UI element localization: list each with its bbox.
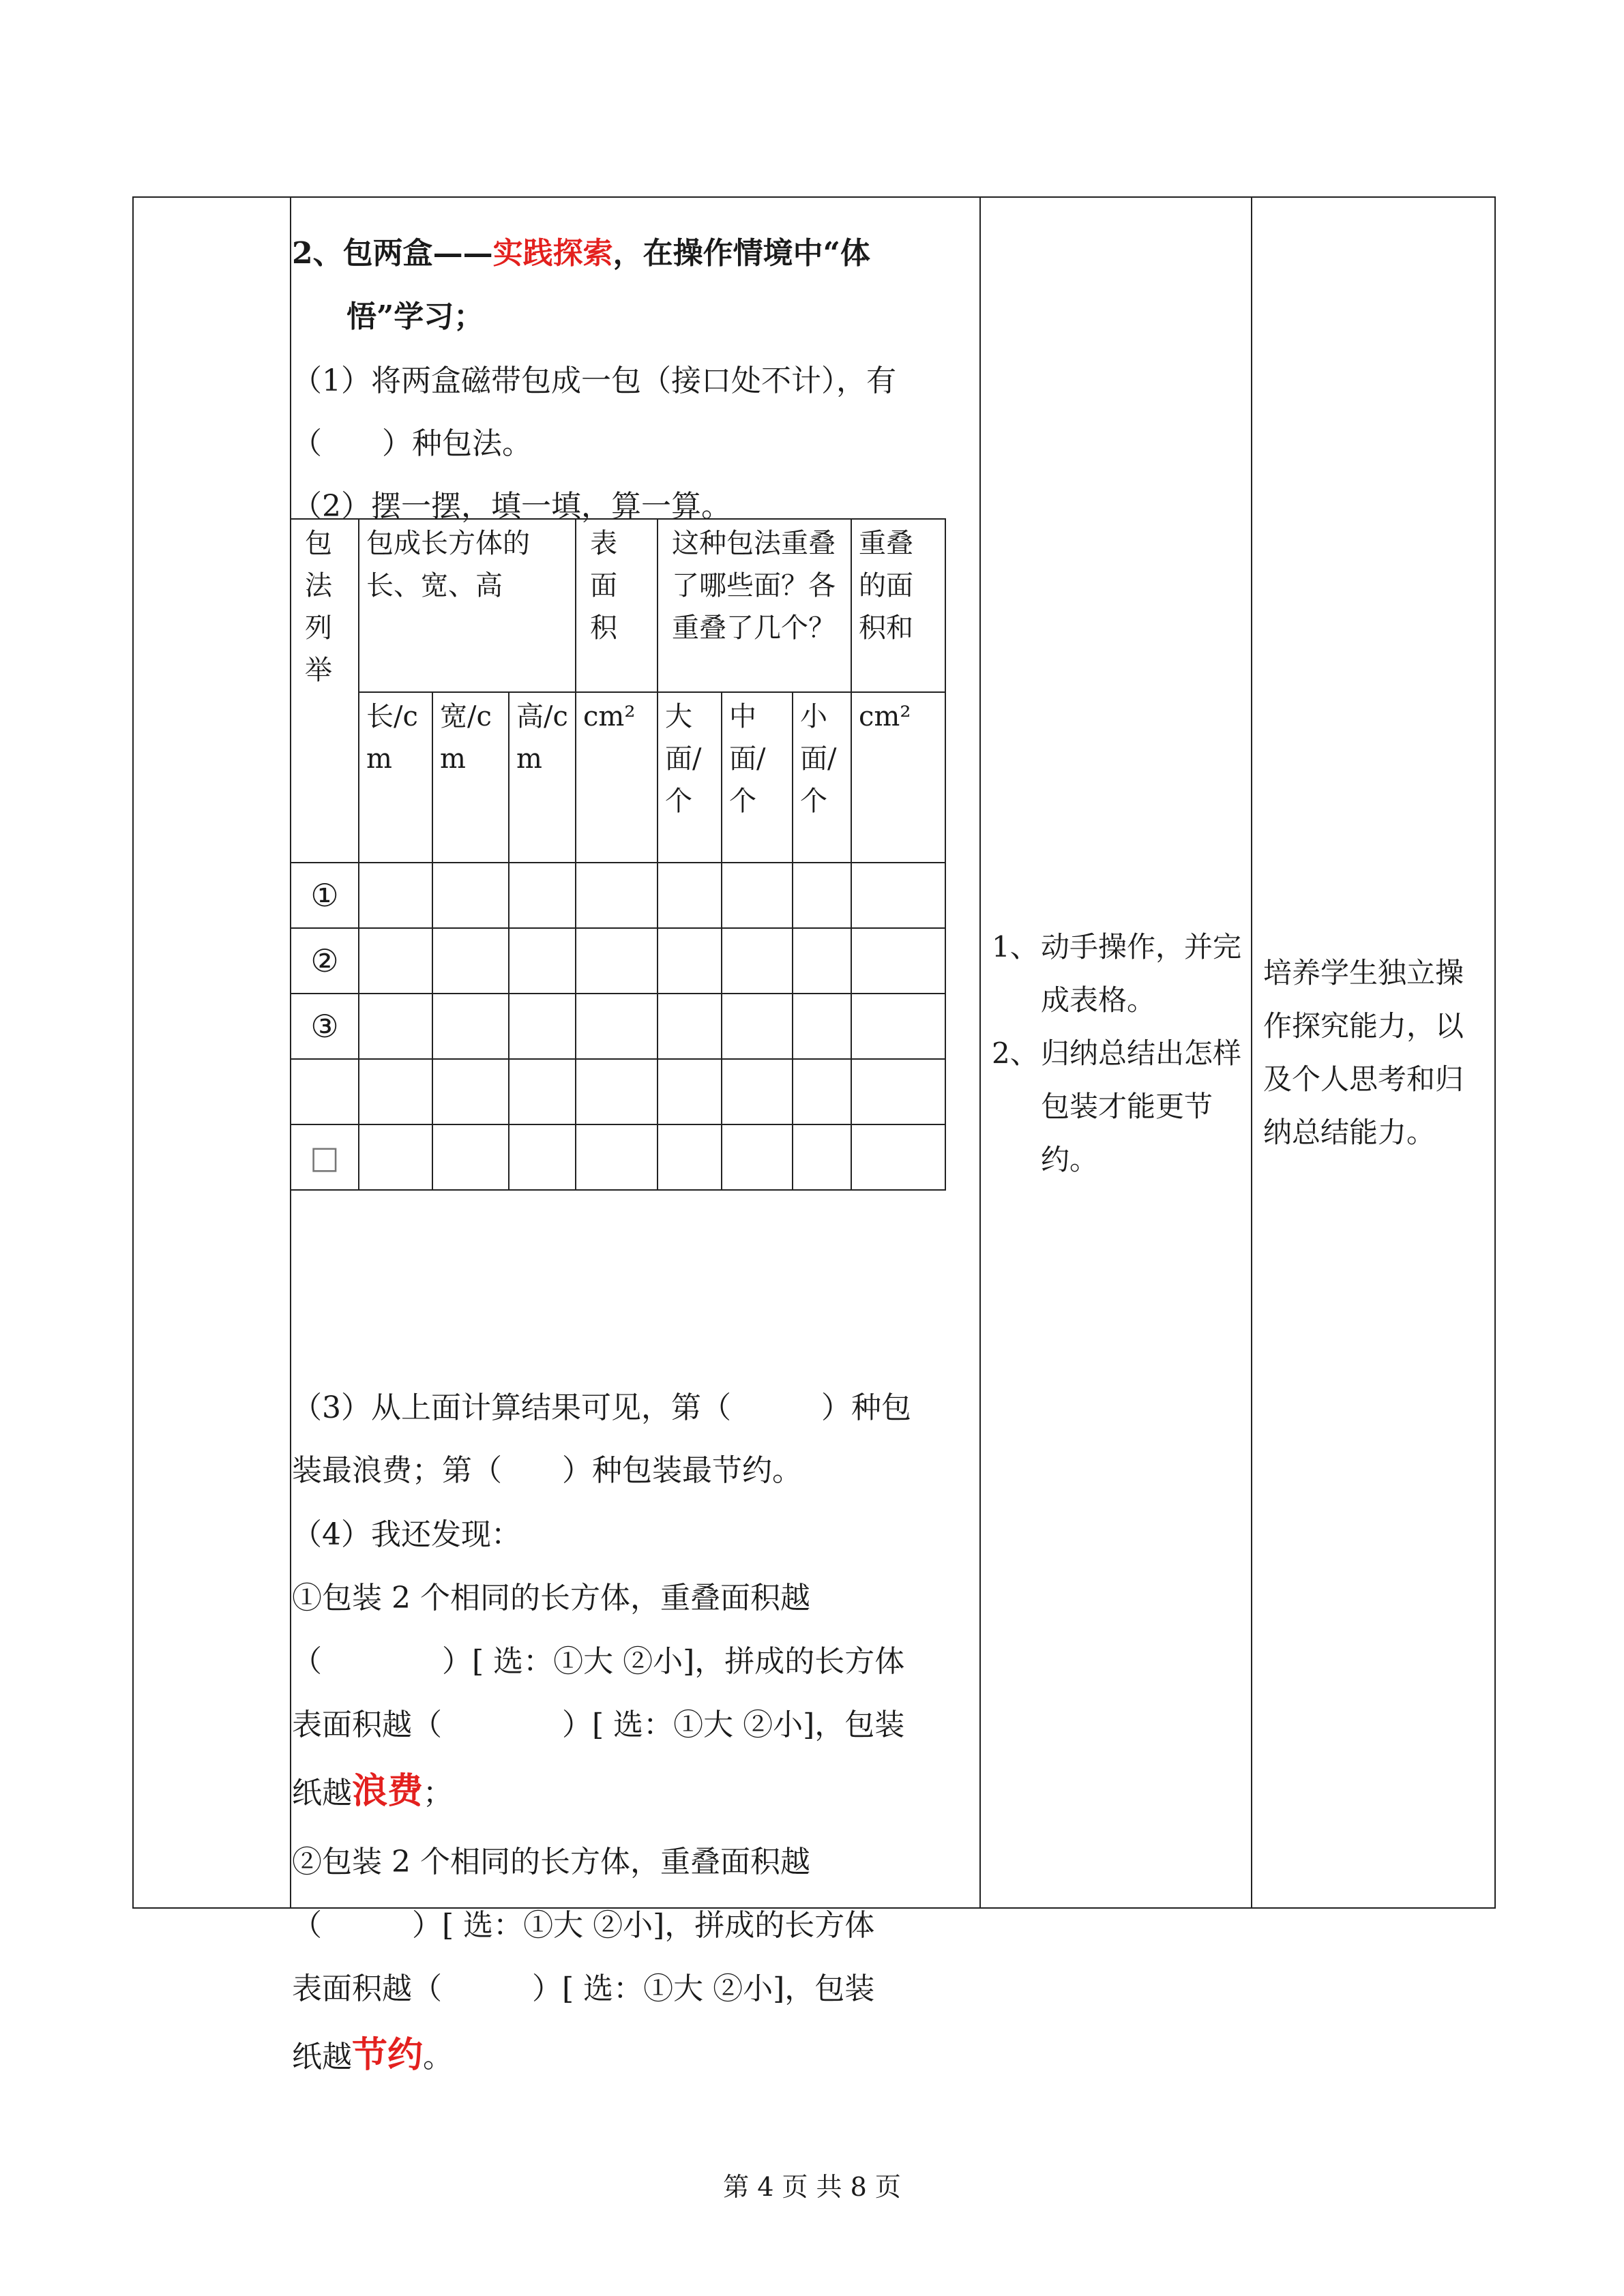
finding-2-line3: 表面积越（ ）[ 选：①大 ②小]，包装 (292, 1971, 875, 2006)
subheader-height: 高/cm (509, 692, 576, 863)
finding-2-line4: 纸越节约。 (292, 2034, 454, 2076)
question-1: （1）将两盒磁带包成一包（接口处不计），有 (292, 363, 896, 398)
question-3: （3）从上面计算结果可见，第（ ）种包 (292, 1390, 911, 1425)
teaching-content-cell (292, 198, 979, 2076)
page-footer: 第 4 页 共 8 页 (723, 2172, 901, 2202)
question-4: （4）我还发现： (292, 1517, 521, 1552)
subheader-mid-face: 中面/个 (722, 692, 793, 863)
column-divider (979, 198, 981, 1907)
finding-2: ②包装 2 个相同的长方体，重叠面积越 (292, 1845, 810, 1879)
row-label: ① (291, 863, 359, 928)
lesson-table (132, 196, 1496, 2076)
finding-1-line2: （ ）[ 选：①大 ②小]，拼成的长方体 (292, 1644, 905, 1679)
student-activity-cell (992, 921, 1251, 1187)
question-1-line2: （ ）种包法。 (292, 426, 532, 461)
subheader-length: 长/cm (359, 692, 432, 863)
header-overlap: 这种包法重叠了哪些面？各重叠了几个？ (658, 519, 851, 692)
question-2: （2）摆一摆，填一填，算一算。 (292, 489, 731, 524)
subheader-width: 宽/cm (432, 692, 509, 863)
header-method: 包法列举 (291, 519, 359, 863)
finding-1: ①包装 2 个相同的长方体，重叠面积越 (292, 1581, 810, 1615)
column-divider (1251, 198, 1252, 1907)
header-overlap-sum: 重叠的面积和 (851, 519, 945, 692)
header-dimensions: 包成长方体的长、宽、高 (359, 519, 576, 692)
header-surface-area: 表面积 (576, 519, 658, 692)
unit-area: cm² (576, 692, 658, 863)
unit-sum: cm² (851, 692, 945, 863)
subheader-big-face: 大面/个 (658, 692, 722, 863)
section-title: 2、包两盒——实践探索，在操作情境中“体 (292, 236, 870, 271)
finding-2-line2: （ ）[ 选：①大 ②小]，拼成的长方体 (292, 1908, 875, 1943)
finding-1-line3: 表面积越（ ）[ 选：①大 ②小]，包装 (292, 1708, 905, 1742)
section-title-line2: 悟”学习； (346, 299, 484, 334)
row-label: ③ (291, 994, 359, 1059)
row-label: ② (291, 928, 359, 994)
packing-table (290, 518, 946, 1191)
subheader-small-face: 小面/个 (793, 692, 851, 863)
row-label: □ (291, 1124, 359, 1190)
finding-1-line4: 纸越浪费； (292, 1770, 454, 1812)
activity-item: 2、 归纳总结出怎样包装才能更节约。 (992, 1037, 1242, 1176)
activity-item: 1、 动手操作，并完成表格。 (992, 930, 1242, 1017)
row-label (291, 1059, 359, 1124)
question-3-line2: 装最浪费；第（ ）种包装最节约。 (292, 1453, 802, 1488)
design-intent-cell: 培养学生独立操作探究能力，以及个人思考和归纳总结能力。 (1263, 956, 1464, 1149)
